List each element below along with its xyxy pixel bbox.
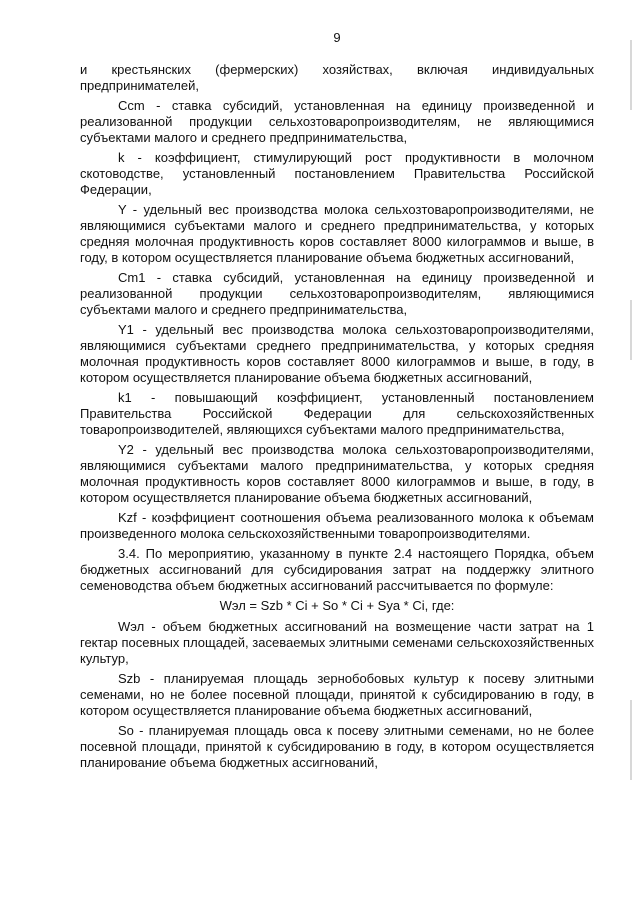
- paragraph-y1-definition: Y1 - удельный вес производства молока сельхозтоваропроизводителями, являющимися субъектами среднего предпринимательства, у которых средняя молочная продуктивность коров составляет 8000 килограммов и выше, в году, в котором осуществляется планирование объема бюджетных ассигнований,: [80, 322, 594, 385]
- paragraph-cm1-definition: Cm1 - ставка субсидий, установленная на единицу произведенной и реализованной продукции сельхозтоваропроизводителям, являющимися субъектами малого и среднего предпринимательства,: [80, 270, 594, 317]
- paragraph-wel-definition: Wэл - объем бюджетных ассигнований на возмещение части затрат на 1 гектар посевных площадей, засеваемых элитными семенами сельскохозяйственных культур,: [80, 619, 594, 666]
- paragraph-k-definition: k - коэффициент, стимулирующий рост продуктивности в молочном скотоводстве, установленный постановлением Правительства Российской Федерации,: [80, 150, 594, 197]
- paragraph-so-definition: So - планируемая площадь овса к посеву элитными семенами, но не более посевной площади, принятой к субсидированию в году, в котором осуществляется планирование объема бюджетных ассигнований,: [80, 723, 594, 770]
- scan-edge-mark: [630, 700, 632, 780]
- scan-edge-mark: [630, 300, 632, 360]
- scan-edge-mark: [630, 40, 632, 110]
- paragraph-k1-definition: k1 - повышающий коэффициент, установленный постановлением Правительства Российской Федерации для сельскохозяйственных товаропроизводителей, являющихся субъектами малого предпринимательства,: [80, 390, 594, 437]
- paragraph-szb-definition: Szb - планируемая площадь зернобобовых культур к посеву элитными семенами, но не более посевной площади, принятой к субсидированию в году, в котором осуществляется планирование объема бюджетных ассигнований,: [80, 671, 594, 718]
- paragraph-ccm-definition: Ссm - ставка субсидий, установленная на единицу произведенной и реализованной продукции сельхозтоваропроизводителям, не являющимися субъектами малого и среднего предпринимательства,: [80, 98, 594, 145]
- formula-wel: Wэл = Szb * Ci + So * Ci + Sya * Ci, где:: [219, 598, 455, 613]
- page-number: 9: [333, 30, 341, 45]
- paragraph-section-3-4: 3.4. По мероприятию, указанному в пункте 2.4 настоящего Порядка, объем бюджетных ассигнований для субсидирования затрат на поддержку элитного семеноводства объем бюджетных ассигнований рассчитывается по формуле:: [80, 546, 594, 593]
- paragraph-y-definition: Y - удельный вес производства молока сельхозтоваропроизводителями, не являющимися субъектами малого и среднего предпринимательства, у которых средняя молочная продуктивность коров составляет 8000 килограммов и выше, в году, в котором осуществляется планирование объема бюджетных ассигнований,: [80, 202, 594, 265]
- paragraph-kzf-definition: Kzf - коэффициент соотношения объема реализованного молока к объемам произведенного молока сельскохозяйственными товаропроизводителями.: [80, 510, 594, 541]
- paragraph-y2-definition: Y2 - удельный вес производства молока сельхозтоваропроизводителями, являющимися субъектами малого предпринимательства, у которых средняя молочная продуктивность коров составляет 8000 килограммов и выше, в году, в котором осуществляется планирование объема бюджетных ассигнований,: [80, 442, 594, 505]
- paragraph-continuation: и крестьянских (фермерских) хозяйствах, включая индивидуальных предпринимателей,: [80, 62, 594, 93]
